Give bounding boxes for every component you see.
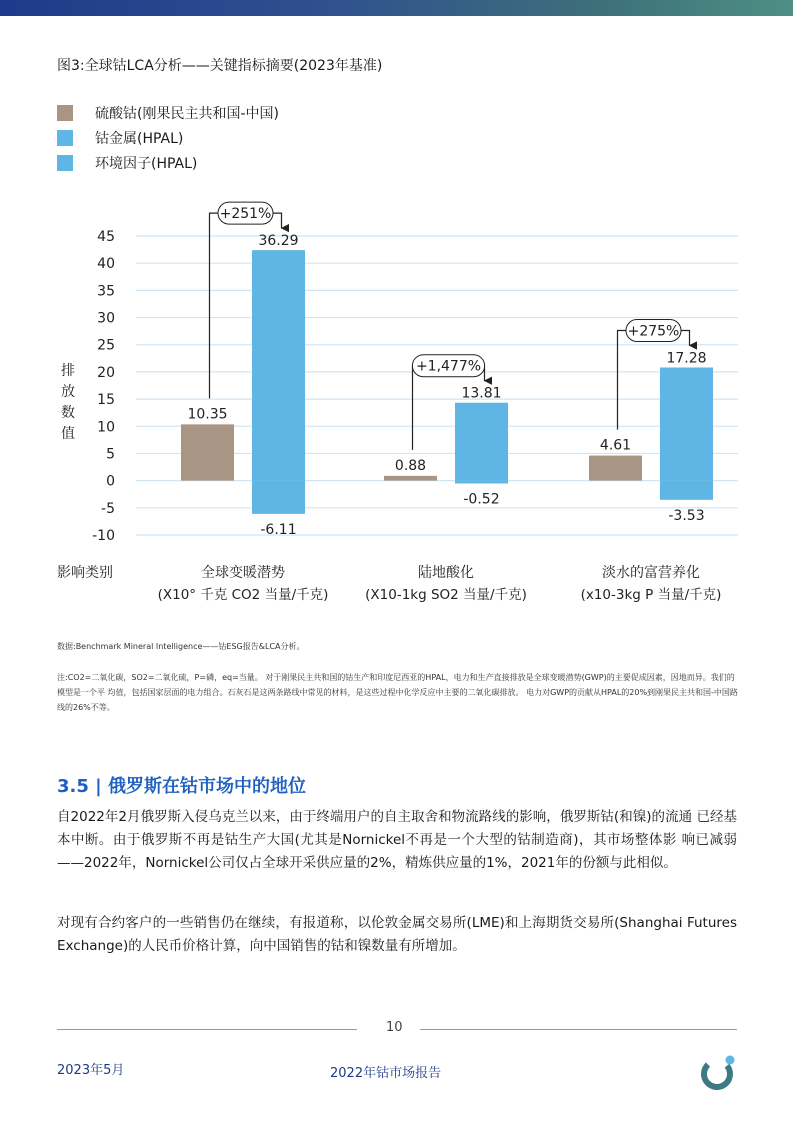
page-number: 10	[386, 1020, 403, 1035]
brand-logo-icon	[699, 1052, 739, 1092]
category-label: 淡水的富营养化	[602, 565, 700, 581]
category-unit-label: (x10-3kg P 当量/千克)	[580, 587, 722, 603]
bar-cobalt-sulfate	[589, 456, 642, 481]
footer-report-title: 2022年钴市场报告	[330, 1066, 442, 1081]
legend-item-cobalt-metal	[57, 125, 279, 150]
data-label: 0.88	[394, 457, 427, 474]
legend-label: 环境因子(HPAL)	[95, 155, 198, 172]
y-tick-label: 15	[97, 392, 115, 409]
change-percent-label: +251%	[219, 206, 272, 223]
y-tick-label: 20	[97, 364, 115, 381]
bar-cobalt-metal	[455, 403, 508, 481]
emissions-bar-chart	[0, 195, 793, 615]
y-tick-label: 45	[97, 229, 115, 245]
y-tick-label: -10	[92, 528, 115, 544]
y-tick-label: 5	[106, 446, 115, 463]
category-unit-label: (X10° 千克 CO2 当量/千克)	[157, 587, 329, 603]
change-percent-label: +1,477%	[415, 358, 482, 375]
bar-env-factor	[252, 481, 305, 514]
y-axis-label-char: 排	[61, 363, 75, 379]
category-label: 全球变暖潜势	[201, 565, 285, 581]
change-percent-label: +275%	[627, 323, 680, 340]
top-gradient-bar	[0, 0, 793, 16]
y-axis-label-char: 放	[61, 384, 75, 400]
figure-title: 图3:全球钴LCA分析——关键指标摘要(2023年基准)	[57, 58, 383, 74]
footer-rule-right	[420, 1029, 737, 1030]
data-label: -6.11	[260, 521, 297, 538]
footer-rule-left	[57, 1029, 357, 1030]
legend-swatch	[57, 105, 73, 121]
data-label: 17.28	[666, 350, 707, 367]
data-label: 13.81	[461, 385, 502, 402]
legend-swatch	[57, 130, 73, 146]
bar-env-factor	[660, 481, 713, 500]
paragraph-2: 对现有合约客户的一些销售仍在继续，有报道称，以伦敦金属交易所(LME)和上海期货交易所(Shanghai Futures Exchange)的人民币价格计算，向中国销售的钴和镍数量有所增加。	[57, 915, 737, 954]
category-unit-label: (X10-1kg SO2 当量/千克)	[365, 587, 527, 603]
y-tick-label: 0	[106, 473, 115, 490]
bar-env-factor	[455, 481, 508, 484]
y-tick-label: 35	[97, 283, 115, 300]
y-tick-label: 40	[97, 256, 115, 273]
bar-cobalt-sulfate	[384, 476, 437, 481]
footnote: 注:CO2=二氧化碳，SO2=二氧化硫，P=磷，eq=当量。 对于刚果民主共和国的钴生产和印度尼西亚的HPAL，电力和生产直接排放是全球变暖潜势(GWP)的主要促成因素，因地而异。我们的模型是一个平 均值，包括国家层面的电力组合。石灰石是这两条路线中常见的材料，是这些过程中化学反应中主要的二氧化碳排放。 电力对GWP的贡献从HPAL的20%到刚果民主共和国-中国路线的26%不等。	[57, 673, 738, 712]
data-label: 10.35	[187, 406, 228, 423]
y-tick-label: 10	[97, 419, 115, 436]
bar-cobalt-metal	[660, 368, 713, 481]
data-label: 4.61	[599, 437, 632, 454]
x-axis-label: 影响类别	[57, 565, 113, 581]
legend-label: 硫酸钴(刚果民主共和国-中国)	[95, 105, 279, 122]
bar-cobalt-metal	[252, 250, 305, 481]
data-label: 36.29	[258, 233, 299, 250]
bar-cobalt-sulfate	[181, 424, 234, 480]
section-title: 3.5 | 俄罗斯在钴市场中的地位	[57, 776, 306, 797]
category-label: 陆地酸化	[418, 565, 474, 581]
y-axis-label-char: 值	[61, 426, 75, 442]
y-axis-label-char: 数	[61, 405, 75, 421]
footer-date: 2023年5月	[57, 1063, 125, 1078]
legend-label: 钴金属(HPAL)	[95, 130, 184, 147]
paragraph-1: 自2022年2月俄罗斯入侵乌克兰以来，由于终端用户的自主取舍和物流路线的影响，俄罗斯钴(和镍)的流通 已经基本中断。由于俄罗斯不再是钴生产大国(尤其是Nornickel不再是一个大型的钴制造商)，其市场整体影 响已减弱——2022年，Nornickel公司仅占全球开采供应量的2%，精炼供应量的1%，2021年的份额与此相似。	[57, 809, 737, 871]
y-tick-label: 25	[97, 337, 115, 354]
chart-legend	[57, 100, 279, 175]
legend-item-cobalt-sulfate	[57, 100, 279, 125]
data-label: -3.53	[668, 507, 705, 524]
legend-item-env-factor	[57, 150, 279, 175]
data-source: 数据:Benchmark Mineral Intelligence——钴ESG报告&LCA分析。	[57, 642, 305, 651]
y-tick-label: -5	[101, 500, 115, 517]
data-label: -0.52	[463, 491, 500, 508]
legend-swatch	[57, 155, 73, 171]
y-tick-label: 30	[97, 310, 115, 327]
